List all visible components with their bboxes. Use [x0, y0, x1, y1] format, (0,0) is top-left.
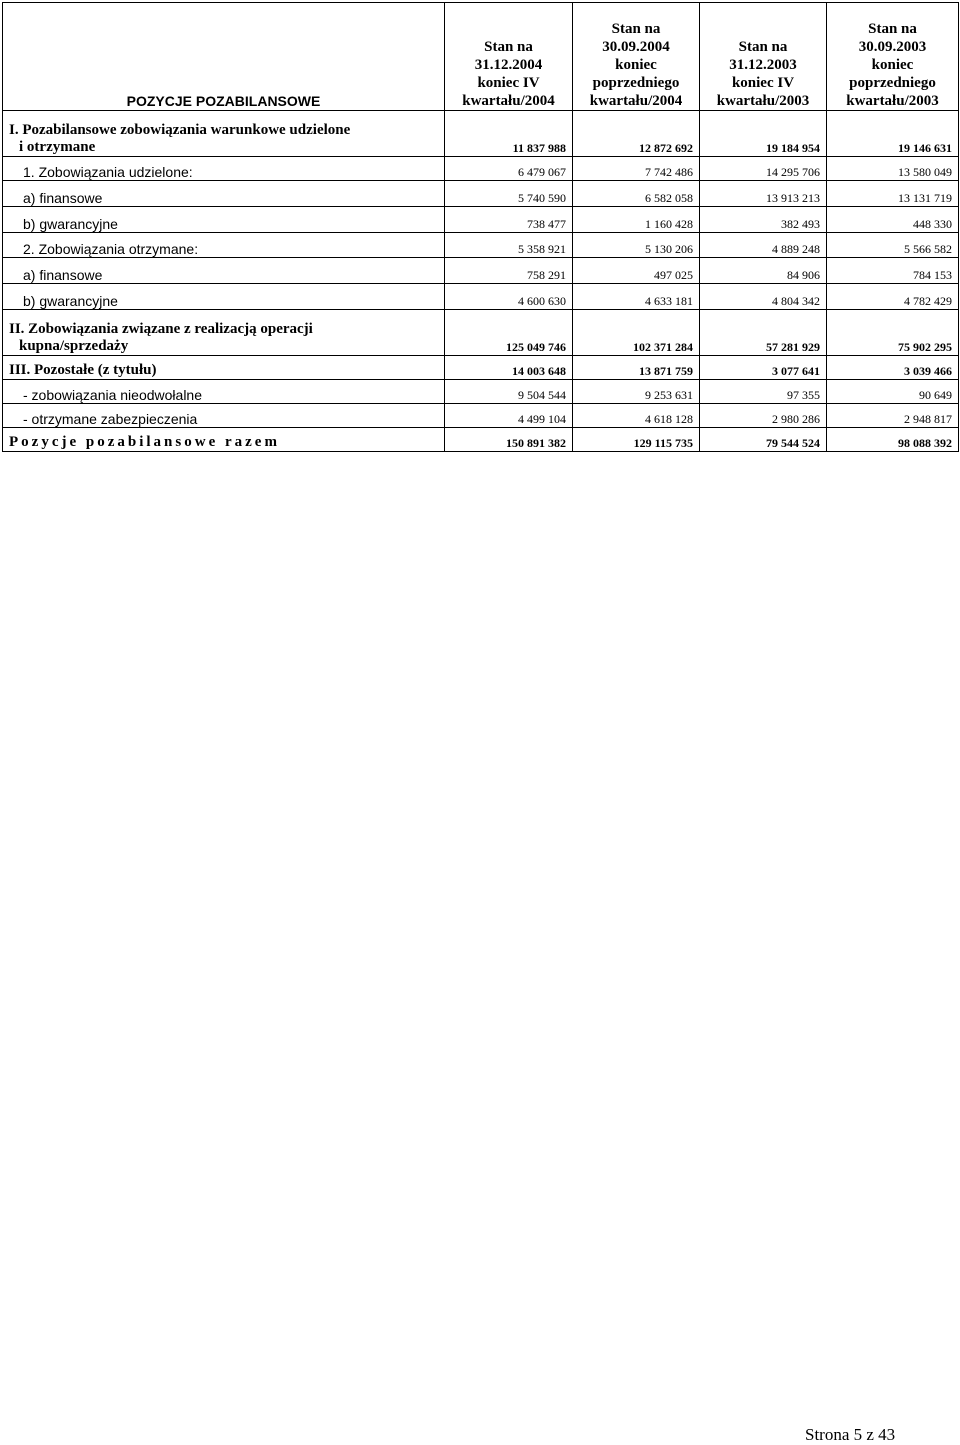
- row-value: 3 039 466: [827, 356, 959, 380]
- row-value: 4 499 104: [445, 404, 573, 428]
- row-value: 5 358 921: [445, 233, 573, 258]
- row-value: 2 980 286: [700, 404, 827, 428]
- row-value: 19 146 631: [827, 111, 959, 157]
- table-row: [3, 310, 959, 356]
- row-value: 19 184 954: [700, 111, 827, 157]
- row-value: 11 837 988: [445, 111, 573, 157]
- row-value: 12 872 692: [573, 111, 700, 157]
- row-value: 102 371 284: [573, 310, 700, 356]
- row-value: 97 355: [700, 380, 827, 404]
- row-value: 9 253 631: [573, 380, 700, 404]
- row-value: 448 330: [827, 207, 959, 233]
- table-row: [3, 207, 959, 233]
- row-value: 4 782 429: [827, 284, 959, 310]
- row-value: 7 742 486: [573, 157, 700, 181]
- row-label: b) gwarancyjne: [3, 207, 445, 233]
- row-label: 2. Zobowiązania otrzymane:: [3, 233, 445, 258]
- row-label: b) gwarancyjne: [3, 284, 445, 310]
- row-value: 57 281 929: [700, 310, 827, 356]
- row-value: 13 580 049: [827, 157, 959, 181]
- row-value: 4 633 181: [573, 284, 700, 310]
- table-row: [3, 404, 959, 428]
- table-row: [3, 111, 959, 157]
- row-value: 382 493: [700, 207, 827, 233]
- header-col-1: Stan na 31.12.2004 koniec IV kwartału/2004: [445, 3, 573, 111]
- row-value: 84 906: [700, 258, 827, 284]
- header-col-2: Stan na 30.09.2004 koniec poprzedniego kwartału/2004: [573, 3, 700, 111]
- row-value: 1 160 428: [573, 207, 700, 233]
- row-value: 75 902 295: [827, 310, 959, 356]
- row-value: 14 295 706: [700, 157, 827, 181]
- header-col-3: Stan na 31.12.2003 koniec IV kwartału/2003: [700, 3, 827, 111]
- row-value: 4 600 630: [445, 284, 573, 310]
- row-value: 6 479 067: [445, 157, 573, 181]
- row-value: 5 740 590: [445, 181, 573, 207]
- row-label: II. Zobowiązania związane z realizacją operacji kupna/sprzedaży: [3, 310, 445, 356]
- row-value: 14 003 648: [445, 356, 573, 380]
- table-row: [3, 157, 959, 181]
- row-label: a) finansowe: [3, 258, 445, 284]
- row-value: 6 582 058: [573, 181, 700, 207]
- row-value: 13 131 719: [827, 181, 959, 207]
- row-value: 13 871 759: [573, 356, 700, 380]
- page-number: Strona 5 z 43: [805, 1425, 896, 1444]
- row-value: 90 649: [827, 380, 959, 404]
- row-value: 4 889 248: [700, 233, 827, 258]
- row-value: 129 115 735: [573, 428, 700, 452]
- row-label: - otrzymane zabezpieczenia: [3, 404, 445, 428]
- row-value: 5 130 206: [573, 233, 700, 258]
- row-value: 4 618 128: [573, 404, 700, 428]
- header-label: POZYCJE POZABILANSOWE: [3, 3, 445, 111]
- row-value: 738 477: [445, 207, 573, 233]
- row-label: I. Pozabilansowe zobowiązania warunkowe udzielone i otrzymane: [3, 111, 445, 157]
- row-value: 2 948 817: [827, 404, 959, 428]
- row-label: a) finansowe: [3, 181, 445, 207]
- row-value: 784 153: [827, 258, 959, 284]
- row-label: III. Pozostałe (z tytułu): [3, 356, 445, 380]
- row-value: 5 566 582: [827, 233, 959, 258]
- table-row: [3, 380, 959, 404]
- table-row: [3, 181, 959, 207]
- row-value: 79 544 524: [700, 428, 827, 452]
- row-label: - zobowiązania nieodwołalne: [3, 380, 445, 404]
- row-value: 9 504 544: [445, 380, 573, 404]
- table-total-row: [3, 428, 959, 452]
- row-value: 758 291: [445, 258, 573, 284]
- table-header-row: [3, 3, 959, 111]
- total-label: Pozycje pozabilansowe razem: [3, 428, 445, 452]
- table-row: [3, 284, 959, 310]
- row-value: 125 049 746: [445, 310, 573, 356]
- off-balance-sheet-table: [2, 2, 959, 452]
- table-row: [3, 356, 959, 380]
- row-value: 13 913 213: [700, 181, 827, 207]
- row-value: 3 077 641: [700, 356, 827, 380]
- row-label: 1. Zobowiązania udzielone:: [3, 157, 445, 181]
- row-value: 150 891 382: [445, 428, 573, 452]
- row-value: 98 088 392: [827, 428, 959, 452]
- table-row: [3, 258, 959, 284]
- table-row: [3, 233, 959, 258]
- row-value: 497 025: [573, 258, 700, 284]
- row-value: 4 804 342: [700, 284, 827, 310]
- header-col-4: Stan na 30.09.2003 koniec poprzedniego kwartału/2003: [827, 3, 959, 111]
